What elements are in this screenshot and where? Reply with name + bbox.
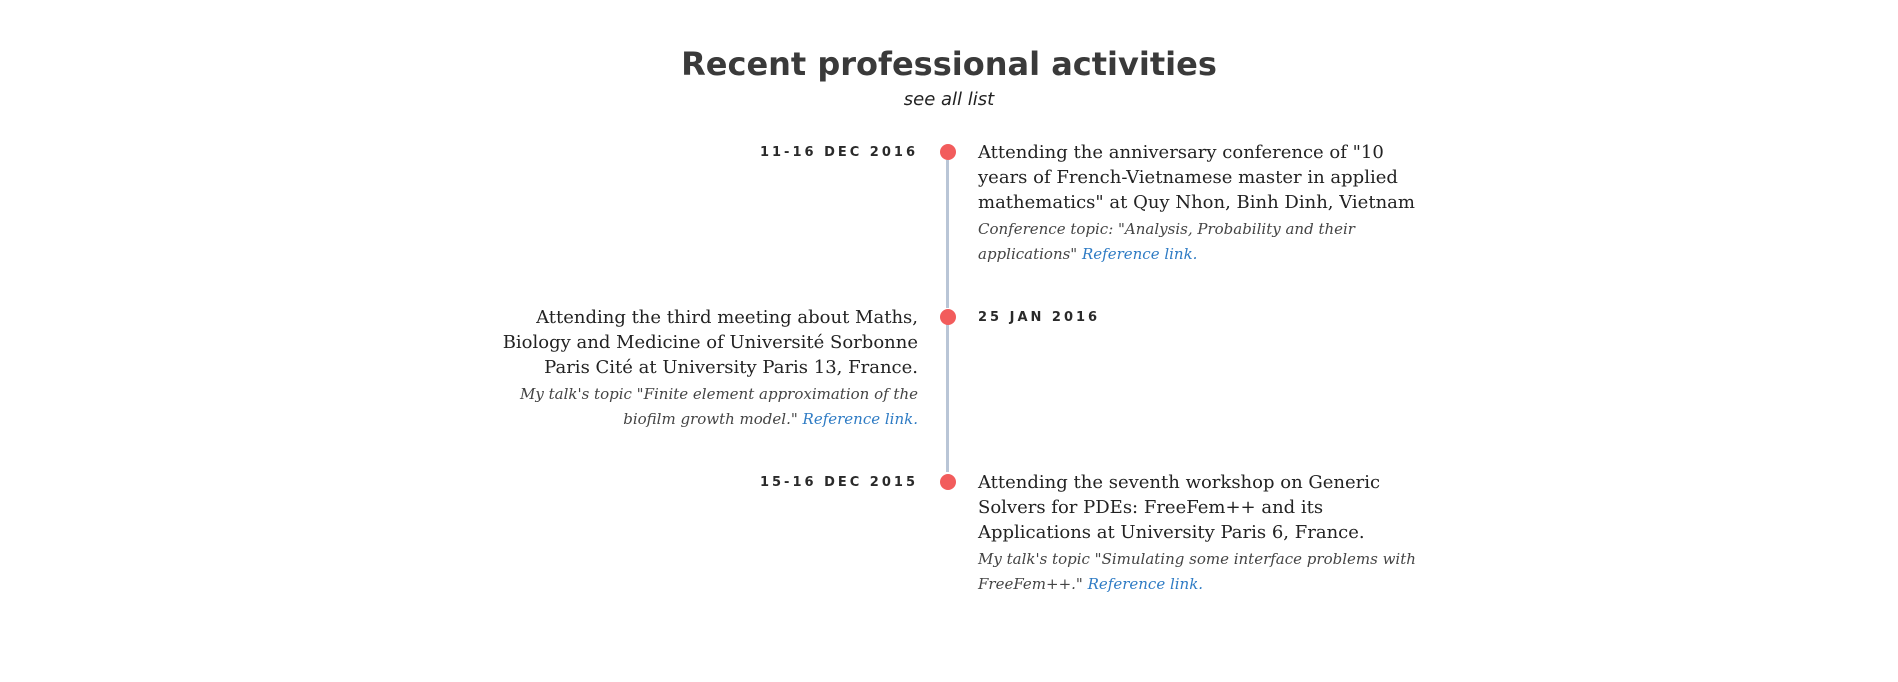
reference-link[interactable]: Reference link.	[1081, 245, 1198, 263]
timeline-date: 25 JAN 2016	[978, 310, 1101, 325]
timeline-entry	[978, 470, 1430, 597]
timeline-connector	[946, 324, 949, 472]
entry-description	[978, 547, 1430, 597]
entry-description	[466, 382, 918, 432]
timeline-connector	[946, 160, 949, 308]
entry-title: Attending the seventh workshop on Generic Solvers for PDEs: FreeFem++ and its Applications at University Paris 6, France.	[978, 472, 1381, 543]
timeline-marker-dot	[940, 144, 956, 160]
timeline-date: 11-16 DEC 2016	[759, 145, 918, 160]
timeline-marker-dot	[940, 474, 956, 490]
entry-title: Attending the third meeting about Maths, Biology and Medicine of Université Sorbonne Paris Cité at University Paris 13, France.	[502, 307, 918, 378]
entry-description	[978, 217, 1430, 267]
entry-description-text: Conference topic: "Analysis, Probability and their applications"	[978, 220, 1355, 263]
entry-description-text: My talk's topic "Finite element approximation of the biofilm growth model."	[520, 385, 918, 428]
entry-description-text: My talk's topic "Simulating some interface problems with FreeFem++."	[978, 550, 1416, 593]
timeline-entry	[466, 305, 918, 432]
timeline-marker-dot	[940, 309, 956, 325]
timeline-entry	[978, 140, 1430, 267]
reference-link[interactable]: Reference link.	[802, 410, 918, 428]
page-title: Recent professional activities	[681, 45, 1217, 83]
timeline-date: 15-16 DEC 2015	[759, 475, 918, 490]
entry-title: Attending the anniversary conference of "10 years of French-Vietnamese master in applied mathematics" at Quy Nhon, Binh Dinh, Vietnam	[978, 142, 1415, 213]
see-all-list-link[interactable]: see all list	[903, 89, 995, 110]
reference-link[interactable]: Reference link.	[1087, 575, 1204, 593]
